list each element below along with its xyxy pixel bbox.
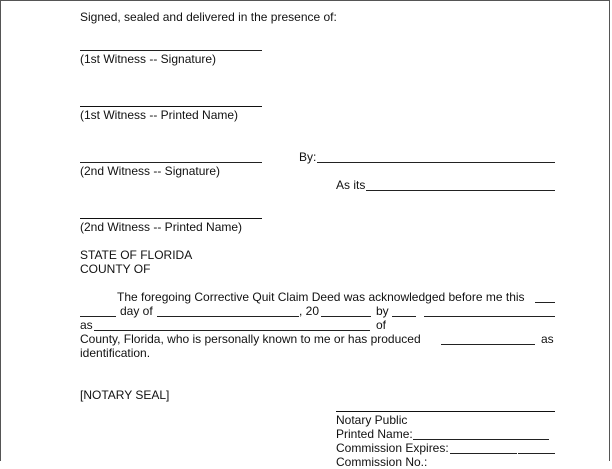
- ack-year-prefix: , 20: [299, 304, 320, 318]
- notary-printed-name-line: [413, 439, 549, 440]
- witness2-printed-line: [80, 218, 262, 219]
- as-its-label: As its: [336, 178, 366, 192]
- as-its-line: [366, 190, 555, 191]
- witness1-printed-line: [80, 106, 262, 107]
- ack-of: of: [376, 318, 387, 332]
- ack-month-blank: [157, 316, 299, 317]
- ack-line4-as: as: [541, 332, 554, 346]
- notary-commission-expires-label: Commission Expires:: [336, 441, 449, 455]
- notary-public-label: Notary Public: [336, 413, 408, 427]
- witness2-printed-label: (2nd Witness -- Printed Name): [80, 220, 243, 234]
- ack-id-blank: [441, 344, 535, 345]
- ack-year-blank: [321, 316, 371, 317]
- county-label: COUNTY OF: [80, 262, 151, 276]
- notary-commission-no-label: Commission No.:: [336, 455, 428, 469]
- notary-commission-expires-line-2: [518, 453, 555, 454]
- ack-by-blank-1: [392, 316, 416, 317]
- by-label: By:: [299, 150, 317, 164]
- ack-day-of: day of: [120, 304, 153, 318]
- ack-as-blank: [94, 330, 370, 331]
- notary-printed-name-label: Printed Name:: [336, 427, 413, 441]
- witness1-signature-line: [80, 50, 262, 51]
- ack-line5: identification.: [80, 346, 151, 360]
- ack-day-blank: [535, 302, 555, 303]
- intro-text: Signed, sealed and delivered in the presence of:: [80, 10, 337, 24]
- ack-line4: County, Florida, who is personally known to me or has produced: [80, 332, 421, 346]
- ack-as: as: [80, 318, 93, 332]
- witness2-signature-line: [80, 162, 262, 163]
- ack-day-blank-cont: [80, 316, 116, 317]
- ack-by: by: [376, 304, 389, 318]
- ack-by-blank-2: [424, 316, 555, 317]
- notary-signature-line: [336, 411, 555, 412]
- witness2-signature-label: (2nd Witness -- Signature): [80, 164, 221, 178]
- by-signature-line: [317, 162, 555, 163]
- notary-seal-label: [NOTARY SEAL]: [80, 388, 170, 402]
- state-label: STATE OF FLORIDA: [80, 248, 193, 262]
- ack-line1: The foregoing Corrective Quit Claim Deed was acknowledged before me this: [117, 290, 525, 304]
- notary-commission-expires-line: [450, 453, 517, 454]
- witness1-printed-label: (1st Witness -- Printed Name): [80, 108, 239, 122]
- witness1-signature-label: (1st Witness -- Signature): [80, 52, 217, 66]
